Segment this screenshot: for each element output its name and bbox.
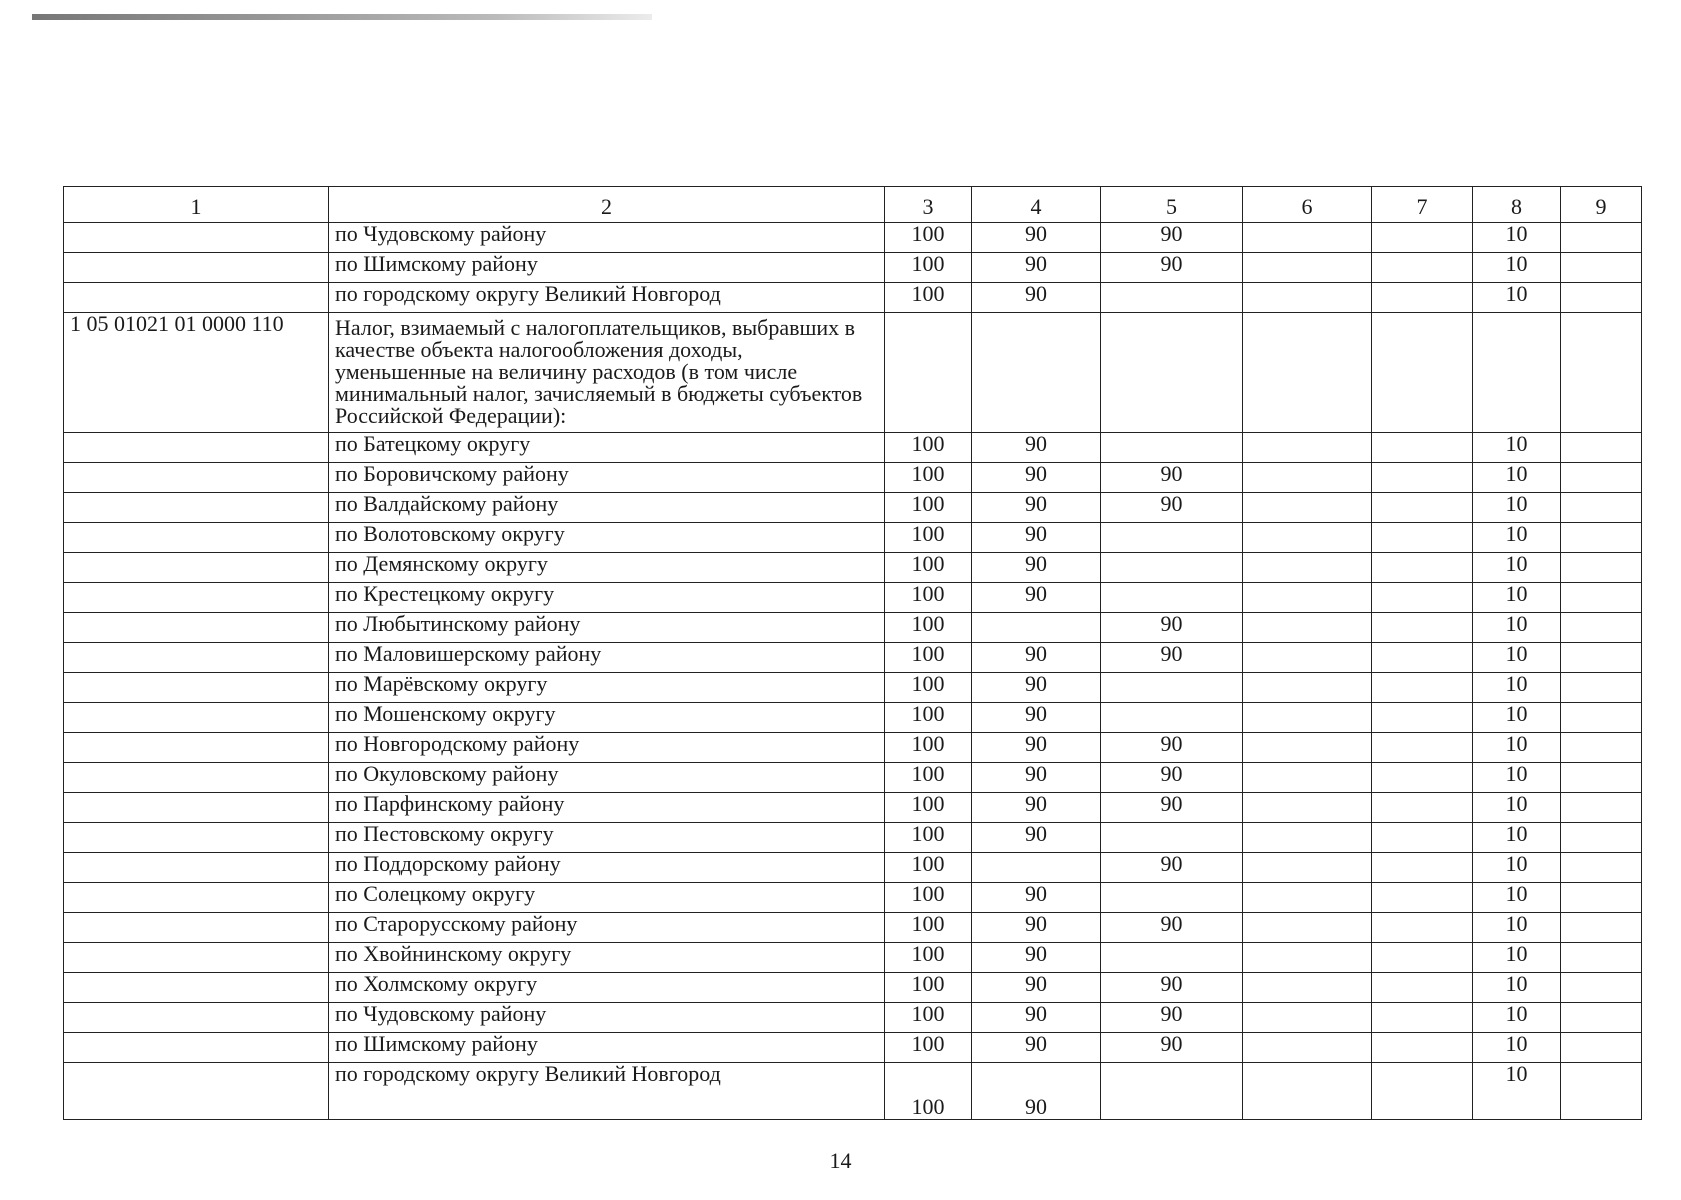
value-cell-5: 90	[1101, 853, 1243, 883]
value-cell-8: 10	[1473, 823, 1561, 853]
column-header: 3	[885, 187, 972, 223]
value-cell-6	[1243, 553, 1372, 583]
scan-edge-artifact	[32, 14, 652, 20]
revenue-name-cell: по Парфинскому району	[329, 793, 885, 823]
table-row	[64, 283, 1642, 313]
value-cell-3	[885, 313, 972, 433]
value-cell-4	[972, 613, 1101, 643]
revenue-name-cell: по Валдайскому району	[329, 493, 885, 523]
revenue-name-cell: по Холмскому округу	[329, 973, 885, 1003]
value-cell-9	[1561, 1063, 1642, 1120]
value-cell-9	[1561, 943, 1642, 973]
value-cell-8: 10	[1473, 913, 1561, 943]
value-cell-6	[1243, 703, 1372, 733]
value-cell-6	[1243, 673, 1372, 703]
value-cell-3: 100	[885, 823, 972, 853]
table-row	[64, 763, 1642, 793]
revenue-name-cell: по Пестовскому округу	[329, 823, 885, 853]
revenue-name-cell: по Демянскому округу	[329, 553, 885, 583]
value-cell-3: 100	[885, 1033, 972, 1063]
value-cell-8: 10	[1473, 553, 1561, 583]
value-cell-8: 10	[1473, 733, 1561, 763]
value-cell-6	[1243, 223, 1372, 253]
value-cell-3: 100	[885, 943, 972, 973]
kbk-code-cell: 1 05 01021 01 0000 110	[64, 313, 329, 433]
value-cell-6	[1243, 283, 1372, 313]
value-cell-6	[1243, 793, 1372, 823]
value-cell-6	[1243, 643, 1372, 673]
revenue-name-cell: по Шимскому району	[329, 253, 885, 283]
value-cell-7	[1372, 733, 1473, 763]
value-cell-7	[1372, 463, 1473, 493]
value-cell-4: 90	[972, 823, 1101, 853]
revenue-name-cell: по Любытинскому району	[329, 613, 885, 643]
revenue-name-cell: по городскому округу Великий Новгород	[329, 283, 885, 313]
value-cell-4: 90	[972, 583, 1101, 613]
value-cell-6	[1243, 733, 1372, 763]
kbk-code-cell	[64, 463, 329, 493]
revenue-name-cell: по Окуловскому району	[329, 763, 885, 793]
table-row	[64, 463, 1642, 493]
value-cell-8: 10	[1473, 1033, 1561, 1063]
value-cell-5	[1101, 673, 1243, 703]
table-row	[64, 253, 1642, 283]
value-cell-6	[1243, 853, 1372, 883]
value-cell-9	[1561, 763, 1642, 793]
value-cell-3: 100	[885, 223, 972, 253]
value-cell-6	[1243, 973, 1372, 1003]
column-header: 9	[1561, 187, 1642, 223]
kbk-code-cell	[64, 433, 329, 463]
kbk-code-cell	[64, 223, 329, 253]
value-cell-9	[1561, 853, 1642, 883]
table-row	[64, 433, 1642, 463]
value-cell-8: 10	[1473, 613, 1561, 643]
kbk-code-cell	[64, 973, 329, 1003]
value-cell-3: 100	[885, 913, 972, 943]
column-header: 1	[64, 187, 329, 223]
table-row	[64, 853, 1642, 883]
value-cell-9	[1561, 493, 1642, 523]
value-cell-8: 10	[1473, 463, 1561, 493]
revenue-name-cell: по Чудовскому району	[329, 223, 885, 253]
value-cell-5: 90	[1101, 793, 1243, 823]
value-cell-5: 90	[1101, 643, 1243, 673]
kbk-code-cell	[64, 613, 329, 643]
value-cell-8	[1473, 313, 1561, 433]
table-row	[64, 1063, 1642, 1120]
table-row	[64, 313, 1642, 433]
value-cell-8: 10	[1473, 583, 1561, 613]
value-cell-4: 90	[972, 763, 1101, 793]
table-row	[64, 883, 1642, 913]
kbk-code-cell	[64, 1033, 329, 1063]
value-cell-7	[1372, 583, 1473, 613]
value-cell-4	[972, 853, 1101, 883]
value-cell-3: 100	[885, 283, 972, 313]
value-cell-7	[1372, 853, 1473, 883]
value-cell-3: 100	[885, 703, 972, 733]
value-cell-8: 10	[1473, 643, 1561, 673]
value-cell-9	[1561, 283, 1642, 313]
value-cell-9	[1561, 223, 1642, 253]
value-cell-8: 10	[1473, 1003, 1561, 1033]
value-cell-4: 90	[972, 283, 1101, 313]
budget-distribution-table	[63, 186, 1642, 1120]
kbk-code-cell	[64, 523, 329, 553]
value-cell-8: 10	[1473, 283, 1561, 313]
revenue-name-cell: по Волотовскому округу	[329, 523, 885, 553]
value-cell-7	[1372, 1063, 1473, 1120]
value-cell-7	[1372, 433, 1473, 463]
value-cell-9	[1561, 1003, 1642, 1033]
value-cell-7	[1372, 793, 1473, 823]
value-cell-4: 90	[972, 733, 1101, 763]
value-cell-3: 100	[885, 253, 972, 283]
value-cell-4: 90	[972, 1063, 1101, 1120]
kbk-code-cell	[64, 703, 329, 733]
value-cell-3: 100	[885, 763, 972, 793]
revenue-name-cell: по Шимскому району	[329, 1033, 885, 1063]
kbk-code-cell	[64, 1063, 329, 1120]
value-cell-5	[1101, 943, 1243, 973]
table-row	[64, 643, 1642, 673]
kbk-code-cell	[64, 913, 329, 943]
value-cell-8: 10	[1473, 223, 1561, 253]
value-cell-4: 90	[972, 433, 1101, 463]
value-cell-6	[1243, 913, 1372, 943]
value-cell-8: 10	[1473, 433, 1561, 463]
value-cell-5: 90	[1101, 253, 1243, 283]
value-cell-6	[1243, 493, 1372, 523]
value-cell-7	[1372, 553, 1473, 583]
table-row	[64, 793, 1642, 823]
value-cell-4	[972, 313, 1101, 433]
value-cell-3: 100	[885, 553, 972, 583]
value-cell-4: 90	[972, 1033, 1101, 1063]
value-cell-8: 10	[1473, 973, 1561, 1003]
kbk-code-cell	[64, 583, 329, 613]
value-cell-7	[1372, 283, 1473, 313]
value-cell-6	[1243, 763, 1372, 793]
value-cell-9	[1561, 553, 1642, 583]
value-cell-3: 100	[885, 793, 972, 823]
revenue-name-cell: по Чудовскому району	[329, 1003, 885, 1033]
table-row	[64, 1003, 1642, 1033]
table-row	[64, 733, 1642, 763]
value-cell-6	[1243, 313, 1372, 433]
page-number: 14	[829, 1148, 852, 1173]
value-cell-7	[1372, 913, 1473, 943]
kbk-code-cell	[64, 253, 329, 283]
value-cell-8: 10	[1473, 673, 1561, 703]
kbk-code-cell	[64, 943, 329, 973]
value-cell-7	[1372, 223, 1473, 253]
revenue-name-cell: Налог, взимаемый с налогоплательщиков, выбравших в качестве объекта налогообложения доходы, уменьшенные на величину расходов (в том числе минимальный налог, зачисляемый в бюджеты субъектов Российской Федерации):	[329, 313, 885, 433]
revenue-name-cell: по Батецкому округу	[329, 433, 885, 463]
value-cell-6	[1243, 613, 1372, 643]
table-row	[64, 973, 1642, 1003]
value-cell-7	[1372, 643, 1473, 673]
value-cell-4: 90	[972, 913, 1101, 943]
value-cell-5	[1101, 523, 1243, 553]
value-cell-8: 10	[1473, 703, 1561, 733]
table-row	[64, 223, 1642, 253]
value-cell-7	[1372, 523, 1473, 553]
value-cell-7	[1372, 883, 1473, 913]
value-cell-9	[1561, 1033, 1642, 1063]
value-cell-8: 10	[1473, 853, 1561, 883]
value-cell-4: 90	[972, 703, 1101, 733]
value-cell-3: 100	[885, 463, 972, 493]
value-cell-3: 100	[885, 493, 972, 523]
revenue-name-cell: по Новгородскому району	[329, 733, 885, 763]
table-header-row	[64, 187, 1642, 223]
revenue-name-cell: по Крестецкому округу	[329, 583, 885, 613]
column-header: 8	[1473, 187, 1561, 223]
value-cell-3: 100	[885, 523, 972, 553]
table-row	[64, 613, 1642, 643]
value-cell-7	[1372, 973, 1473, 1003]
value-cell-4: 90	[972, 943, 1101, 973]
value-cell-3: 100	[885, 853, 972, 883]
revenue-name-cell: по Маловишерскому району	[329, 643, 885, 673]
value-cell-9	[1561, 313, 1642, 433]
value-cell-5	[1101, 433, 1243, 463]
value-cell-6	[1243, 583, 1372, 613]
revenue-name-cell: по Марёвскому округу	[329, 673, 885, 703]
value-cell-7	[1372, 823, 1473, 853]
table-row	[64, 913, 1642, 943]
value-cell-5	[1101, 703, 1243, 733]
kbk-code-cell	[64, 763, 329, 793]
value-cell-9	[1561, 883, 1642, 913]
kbk-code-cell	[64, 673, 329, 703]
kbk-code-cell	[64, 1003, 329, 1033]
value-cell-9	[1561, 253, 1642, 283]
value-cell-9	[1561, 643, 1642, 673]
value-cell-9	[1561, 703, 1642, 733]
value-cell-6	[1243, 943, 1372, 973]
value-cell-9	[1561, 823, 1642, 853]
value-cell-3: 100	[885, 583, 972, 613]
value-cell-8: 10	[1473, 253, 1561, 283]
value-cell-5: 90	[1101, 763, 1243, 793]
value-cell-9	[1561, 673, 1642, 703]
value-cell-6	[1243, 433, 1372, 463]
value-cell-5: 90	[1101, 1003, 1243, 1033]
value-cell-5	[1101, 583, 1243, 613]
value-cell-3: 100	[885, 1003, 972, 1033]
value-cell-5: 90	[1101, 973, 1243, 1003]
value-cell-5	[1101, 1063, 1243, 1120]
value-cell-9	[1561, 733, 1642, 763]
revenue-name-cell: по Боровичскому району	[329, 463, 885, 493]
value-cell-5: 90	[1101, 493, 1243, 523]
value-cell-6	[1243, 523, 1372, 553]
value-cell-6	[1243, 1033, 1372, 1063]
value-cell-3: 100	[885, 1063, 972, 1120]
table-row	[64, 493, 1642, 523]
kbk-code-cell	[64, 733, 329, 763]
revenue-name-cell: по Хвойнинскому округу	[329, 943, 885, 973]
value-cell-9	[1561, 613, 1642, 643]
value-cell-4: 90	[972, 1003, 1101, 1033]
value-cell-8: 10	[1473, 523, 1561, 553]
revenue-name-cell: по городскому округу Великий Новгород	[329, 1063, 885, 1120]
column-header: 2	[329, 187, 885, 223]
value-cell-7	[1372, 763, 1473, 793]
table-row	[64, 703, 1642, 733]
value-cell-8: 10	[1473, 883, 1561, 913]
value-cell-5: 90	[1101, 913, 1243, 943]
value-cell-3: 100	[885, 613, 972, 643]
value-cell-3: 100	[885, 883, 972, 913]
table-row	[64, 1033, 1642, 1063]
column-header: 5	[1101, 187, 1243, 223]
value-cell-9	[1561, 433, 1642, 463]
value-cell-7	[1372, 943, 1473, 973]
value-cell-5	[1101, 823, 1243, 853]
value-cell-9	[1561, 523, 1642, 553]
kbk-code-cell	[64, 643, 329, 673]
value-cell-8: 10	[1473, 1063, 1561, 1120]
revenue-name-cell: по Поддорскому району	[329, 853, 885, 883]
table-row	[64, 943, 1642, 973]
value-cell-8: 10	[1473, 763, 1561, 793]
column-header: 4	[972, 187, 1101, 223]
value-cell-7	[1372, 673, 1473, 703]
value-cell-6	[1243, 463, 1372, 493]
kbk-code-cell	[64, 493, 329, 523]
value-cell-3: 100	[885, 733, 972, 763]
table-row	[64, 523, 1642, 553]
value-cell-4: 90	[972, 553, 1101, 583]
value-cell-4: 90	[972, 253, 1101, 283]
value-cell-4: 90	[972, 523, 1101, 553]
revenue-name-cell: по Солецкому округу	[329, 883, 885, 913]
revenue-name-cell: по Старорусскому району	[329, 913, 885, 943]
value-cell-6	[1243, 883, 1372, 913]
kbk-code-cell	[64, 283, 329, 313]
value-cell-3: 100	[885, 973, 972, 1003]
kbk-code-cell	[64, 883, 329, 913]
value-cell-5: 90	[1101, 463, 1243, 493]
value-cell-5	[1101, 553, 1243, 583]
kbk-code-cell	[64, 793, 329, 823]
value-cell-5	[1101, 283, 1243, 313]
revenue-name-cell: по Мошенскому округу	[329, 703, 885, 733]
value-cell-4: 90	[972, 643, 1101, 673]
value-cell-7	[1372, 313, 1473, 433]
value-cell-9	[1561, 463, 1642, 493]
value-cell-7	[1372, 1003, 1473, 1033]
value-cell-4: 90	[972, 223, 1101, 253]
value-cell-7	[1372, 493, 1473, 523]
value-cell-4: 90	[972, 493, 1101, 523]
value-cell-6	[1243, 253, 1372, 283]
value-cell-8: 10	[1473, 793, 1561, 823]
value-cell-4: 90	[972, 463, 1101, 493]
value-cell-8: 10	[1473, 493, 1561, 523]
kbk-code-cell	[64, 823, 329, 853]
value-cell-5: 90	[1101, 733, 1243, 763]
value-cell-5	[1101, 313, 1243, 433]
table-row	[64, 823, 1642, 853]
value-cell-5: 90	[1101, 613, 1243, 643]
value-cell-7	[1372, 1033, 1473, 1063]
kbk-code-cell	[64, 853, 329, 883]
value-cell-9	[1561, 583, 1642, 613]
value-cell-9	[1561, 973, 1642, 1003]
value-cell-4: 90	[972, 793, 1101, 823]
value-cell-5	[1101, 883, 1243, 913]
value-cell-4: 90	[972, 673, 1101, 703]
table-row	[64, 583, 1642, 613]
table-row	[64, 553, 1642, 583]
table-row	[64, 673, 1642, 703]
value-cell-3: 100	[885, 433, 972, 463]
value-cell-3: 100	[885, 673, 972, 703]
value-cell-9	[1561, 793, 1642, 823]
column-header: 6	[1243, 187, 1372, 223]
value-cell-5: 90	[1101, 223, 1243, 253]
column-header: 7	[1372, 187, 1473, 223]
value-cell-6	[1243, 1003, 1372, 1033]
value-cell-9	[1561, 913, 1642, 943]
value-cell-4: 90	[972, 883, 1101, 913]
kbk-code-cell	[64, 553, 329, 583]
value-cell-7	[1372, 613, 1473, 643]
value-cell-8: 10	[1473, 943, 1561, 973]
value-cell-4: 90	[972, 973, 1101, 1003]
value-cell-5: 90	[1101, 1033, 1243, 1063]
value-cell-6	[1243, 823, 1372, 853]
value-cell-6	[1243, 1063, 1372, 1120]
value-cell-7	[1372, 253, 1473, 283]
value-cell-3: 100	[885, 643, 972, 673]
value-cell-7	[1372, 703, 1473, 733]
